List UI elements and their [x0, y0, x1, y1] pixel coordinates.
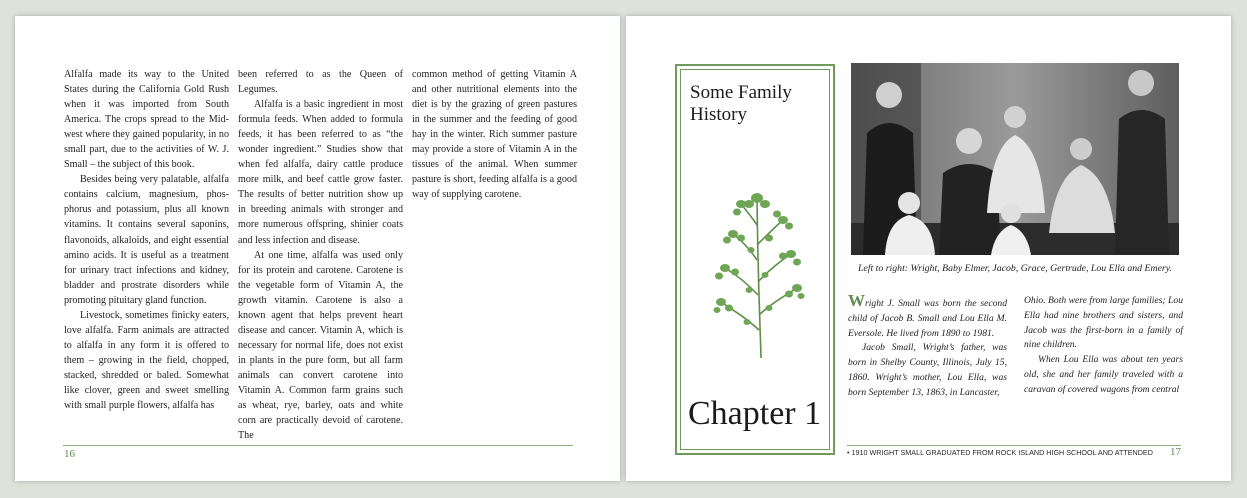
- section-title: Some Family History: [690, 82, 792, 125]
- paragraph: Ohio. Both were from large families; Lou Ella had nine brothers and sisters, and Jacob was the first-born in a family of nine children.: [1024, 295, 1183, 351]
- paragraph: When Lou Ella was about ten years old, she and her family traveled with a caravan of covered wagons from central: [1024, 354, 1183, 395]
- paragraph-text: right J. Small was born the second child of Jacob B. Small and Lou Ella M. Eversole. He lived from 1890 to 1981.: [848, 298, 1007, 339]
- chapter-panel-inner-border: [680, 69, 830, 450]
- paragraph: [848, 291, 1007, 341]
- page-number-right: 17: [1170, 446, 1181, 458]
- footer-note: • 1910 WRIGHT SMALL GRADUATED FROM ROCK ISLAND HIGH SCHOOL AND ATTENDED: [847, 448, 1153, 457]
- paragraph: common method of getting Vitamin A and other nutritional elements into the diet is by the grazing of green pastures in the summer and the feeding of good hay in the winter. Rich summer pasture may provide a store of Vitamin A in the tissues of the animal. When summer pasture is short, feeding alfalfa is a good way of supplying carotene.: [412, 69, 577, 201]
- right-column-2: [1024, 294, 1183, 398]
- chapter-panel: [675, 64, 835, 455]
- footer-rule: [847, 445, 1181, 446]
- chapter-label: Chapter 1: [688, 395, 822, 432]
- paragraph: At one time, alfalfa was used only for its protein and carotene. Carotene is the vegetable form of Vitamin A, the growth vitamin. Carotene is also a known agent that helps prevent heart disease and cancer. Vitamin A, which is necessary for normal life, does not exist in plants in the pure form, but all farm animals can convert carotene into Vitamin A. Common farm grains such as wheat, rye, barley, oats and white corn are practically devoid of carotene. The: [238, 249, 403, 442]
- family-photo: [851, 63, 1179, 255]
- photo-caption: Left to right: Wright, Baby Elmer, Jacob, Grace, Gertrude, Lou Ella and Emery.: [857, 263, 1172, 274]
- right-column-1: [848, 291, 1007, 401]
- footer-rule: [63, 445, 573, 446]
- paragraph: Livestock, sometimes finicky eaters, love alfalfa. Farm animals are attracted to alfalfa in any form it is offered to them – growing in the field, chopped, stacked, shredded or baled. Somewhat like clover, green and sweet smelling with small purple flowers, alfalfa has: [64, 309, 229, 412]
- left-page: [15, 16, 620, 481]
- alfalfa-sprig-icon: [711, 190, 806, 360]
- family-photo-image: [851, 63, 1179, 255]
- left-column-2: [238, 67, 403, 443]
- paragraph: Alfalfa is a basic ingredient in most formula feeds. When added to formula feeds, it has been referred to as “the wonder ingredient.” Studies show that when fed alfalfa, dairy cattle produce more milk, and beef cattle grow faster. The results of better nutrition show up in breeding animals with stronger and more numerous offspring, shinier coats and less infection and disease.: [238, 99, 403, 246]
- page-number-left: 16: [64, 448, 75, 460]
- left-column-3: [412, 67, 577, 202]
- paragraph: Alfalfa made its way to the United States during the California Gold Rush when it was imported from South America. The crops spread to the Mid-west where they gained popularity, in no small part, due to the activities of W. J. Small – the subject of this book.: [64, 69, 229, 171]
- paragraph: Jacob Small, Wright’s father, was born in Shelby County, Illinois, July 15, 1860. Wright’s mother, Lou Ella, was born September 13, 1863, in Lancaster,: [848, 342, 1007, 398]
- left-column-1: [64, 67, 229, 413]
- paragraph: been referred to as the Queen of Legumes.: [238, 69, 403, 96]
- drop-cap: W: [848, 291, 865, 310]
- paragraph: Besides being very palatable, alfalfa contains calcium, magnesium, phos-phorus and potassium, plus all known vitamins. It contains several saponins, flavonoids, alkaloids, and eight essential amino acids. It is useful as a treatment for urinary tract infections and kidney, bladder and prostrate disorders while promoting pituitary gland function.: [64, 174, 229, 306]
- right-page: [626, 16, 1231, 481]
